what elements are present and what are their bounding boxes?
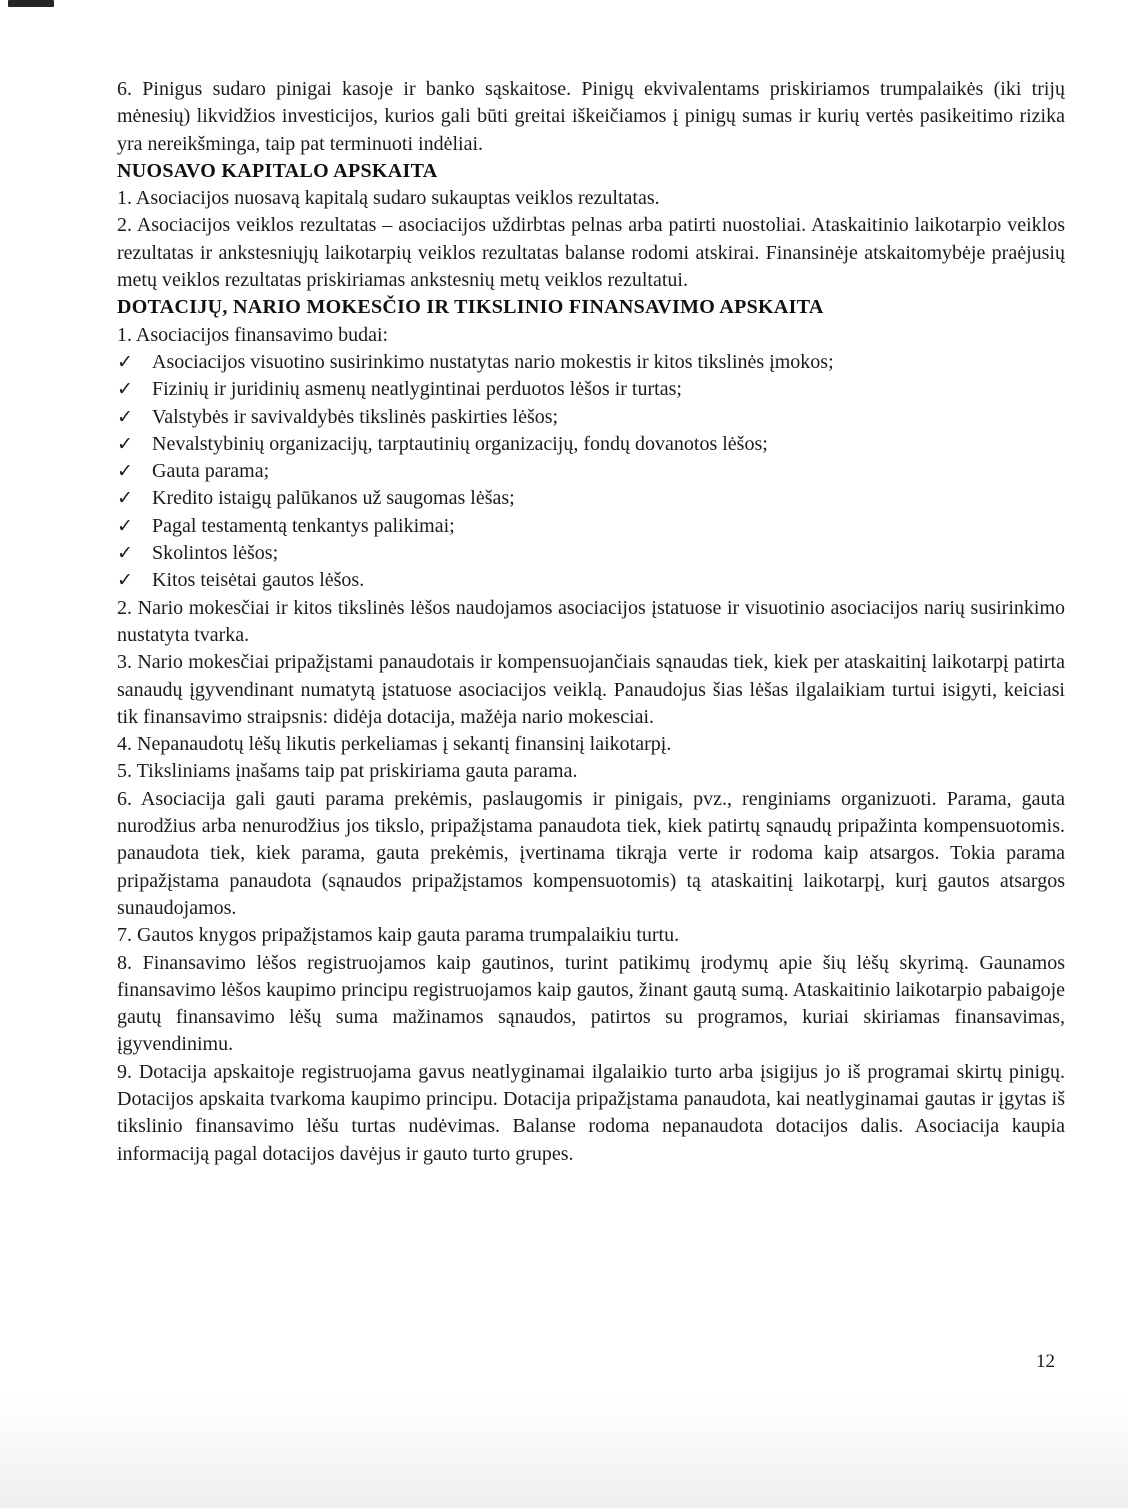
checklist-item-text: Gauta parama; bbox=[152, 460, 270, 483]
paragraph-grants-5: 5. Tiksliniams įnašams taip pat priskiriama gauta parama. bbox=[117, 760, 578, 783]
checklist-item-text: Pagal testamentą tenkantys palikimai; bbox=[152, 514, 455, 537]
page-number: 12 bbox=[1036, 1351, 1055, 1372]
paragraph-equity-1: 1. Asociacijos nuosavą kapitalą sudaro sukauptas veiklos rezultatas. bbox=[117, 187, 660, 210]
checklist-item-text: Kredito istaigų palūkanos už saugomas lėšas; bbox=[152, 487, 515, 510]
checklist-item bbox=[117, 431, 1065, 458]
checkmark-icon: ✓ bbox=[117, 351, 133, 373]
paragraph-grants-2: 2. Nario mokesčiai ir kitos tikslinės lėšos naudojamos asociacijos įstatuose ir visuotinio asociacijos narių susirinkimo nustatyta tvarka. bbox=[117, 596, 1065, 646]
checkmark-icon: ✓ bbox=[117, 461, 133, 483]
checklist-item-text: Kitos teisėtai gautos lėšos. bbox=[152, 569, 365, 592]
checkmark-icon: ✓ bbox=[117, 488, 133, 510]
paragraph-grants-4: 4. Nepanaudotų lėšų likutis perkeliamas į sekantį finansinį laikotarpį. bbox=[117, 733, 672, 756]
section-heading-grants: DOTACIJŲ, NARIO MOKESČIO IR TIKSLINIO FINANSAVIMO APSKAITA bbox=[117, 296, 824, 319]
checklist-item bbox=[117, 513, 1065, 540]
checklist-item bbox=[117, 376, 1065, 403]
checkmark-icon: ✓ bbox=[117, 515, 133, 537]
checklist-item bbox=[117, 485, 1065, 512]
checkmark-icon: ✓ bbox=[117, 433, 133, 455]
checklist-item-text: Valstybės ir savivaldybės tikslinės paskirties lėšos; bbox=[152, 405, 559, 428]
checklist-item bbox=[117, 567, 1065, 594]
paragraph-cash: 6. Pinigus sudaro pinigai kasoje ir banko sąskaitose. Pinigų ekvivalentams priskiriamos trumpalaikės (iki trijų mėnesių) likvidžios investicijos, kurios gali būti greitai iškeičiamos į pinigų sumas ir kurių vertės pasikeitimo rizika yra nereikšminga, taip pat terminuoti indėliai. bbox=[117, 78, 1065, 155]
paragraph-grants-6: 6. Asociacija gali gauti parama prekėmis, paslaugomis ir pinigais, pvz., renginiams organizuoti. Parama, gauta nurodžius arba nenurodžius jos tikslo, pripažįstama panaudota tiek, kiek patirtų sąnaudų pripažinta kompensuotomis. panaudota tiek, kiek parama, gauta prekėmis, įvertinama tikrąja verte ir rodoma kaip atsargos. Tokia parama pripažįstama panaudota (sąnaudos pripažįstamos kompensuotomis) tą ataskaitinį laikotarpį, kurį gautos atsargos sunaudojamos. bbox=[117, 787, 1065, 919]
paragraph-funding-lead: 1. Asociacijos finansavimo budai: bbox=[117, 323, 389, 346]
checklist-item-text: Fizinių ir juridinių asmenų neatlygintinai perduotos lėšos ir turtas; bbox=[152, 378, 682, 401]
section-heading-equity: NUOSAVO KAPITALO APSKAITA bbox=[117, 159, 438, 182]
paragraph-grants-8: 8. Finansavimo lėšos registruojamos kaip gautinos, turint patikimų įrodymų apie šių lėšų skyrimą. Gaunamos finansavimo lėšos kaupimo principu registruojamos kaip gautos, žinant gautą sumą. Ataskaitinio laikotarpio pabaigoje gautų finansavimo lėšų suma mažinamos sąnaudos, patirtos su programos, kuriai skiriamas finansavimas, įgyvendinimu. bbox=[117, 951, 1065, 1056]
scan-artifact-mark bbox=[8, 0, 54, 7]
checklist-item bbox=[117, 404, 1065, 431]
paragraph-grants-9: 9. Dotacija apskaitoje registruojama gavus neatlyginamai ilgalaikio turto arba įsigijus jo iš programai skirtų pinigų. Dotacijos apskaita tvarkoma kaupimo principu. Dotacija pripažįstama panaudota, kai neatlyginamai gautas ir įgytas iš tikslinio finansavimo lėšu turtas nudėvimas. Balanse rodoma nepanaudota dotacijos dalis. Asociacija kaupia informaciją pagal dotacijos davėjus ir gauto turto grupes. bbox=[117, 1060, 1065, 1165]
checkmark-icon: ✓ bbox=[117, 543, 133, 565]
paragraph-grants-3: 3. Nario mokesčiai pripažįstami panaudotais ir kompensuojančiais sąnaudas tiek, kiek per ataskaitinį laikotarpį patirta sanaudų įgyvendinant numatytą įstatuose asociacijos veiklą. Panaudojus šias lėšas ilgalaikiam turtui isigyti, keiciasi tik finansavimo straipsnis: didėja dotacija, mažėja nario mokesciai. bbox=[117, 651, 1065, 728]
checklist-item-text: Skolintos lėšos; bbox=[152, 542, 279, 565]
paragraph-equity-2: 2. Asociacijos veiklos rezultatas – asociacijos uždirbtas pelnas arba patirti nuostoliai. Ataskaitinio laikotarpio veiklos rezultatas ir ankstesniųjų laikotarpių veiklos rezultatas balanse rodomi atskirai. Finansinėje atskaitomybėje praėjusių metų veiklos rezultatas priskiriamas ankstesnių metų veiklos rezultatui. bbox=[117, 214, 1065, 292]
checklist-item bbox=[117, 540, 1065, 567]
paragraph-grants-7: 7. Gautos knygos pripažįstamos kaip gauta parama trumpalaikiu turtu. bbox=[117, 924, 680, 947]
checklist-item-text: Nevalstybinių organizacijų, tarptautinių organizacijų, fondų dovanotos lėšos; bbox=[152, 432, 768, 455]
checklist-item bbox=[117, 458, 1065, 485]
checkmark-icon: ✓ bbox=[117, 406, 133, 428]
document-content bbox=[117, 76, 1065, 1168]
scan-shadow bbox=[0, 1393, 1128, 1508]
checklist-item-text: Asociacijos visuotino susirinkimo nustatytas nario mokestis ir kitos tikslinės įmokos; bbox=[152, 350, 834, 373]
checkmark-icon: ✓ bbox=[117, 379, 133, 401]
checkmark-icon: ✓ bbox=[117, 570, 133, 592]
checklist-item bbox=[117, 349, 1065, 376]
